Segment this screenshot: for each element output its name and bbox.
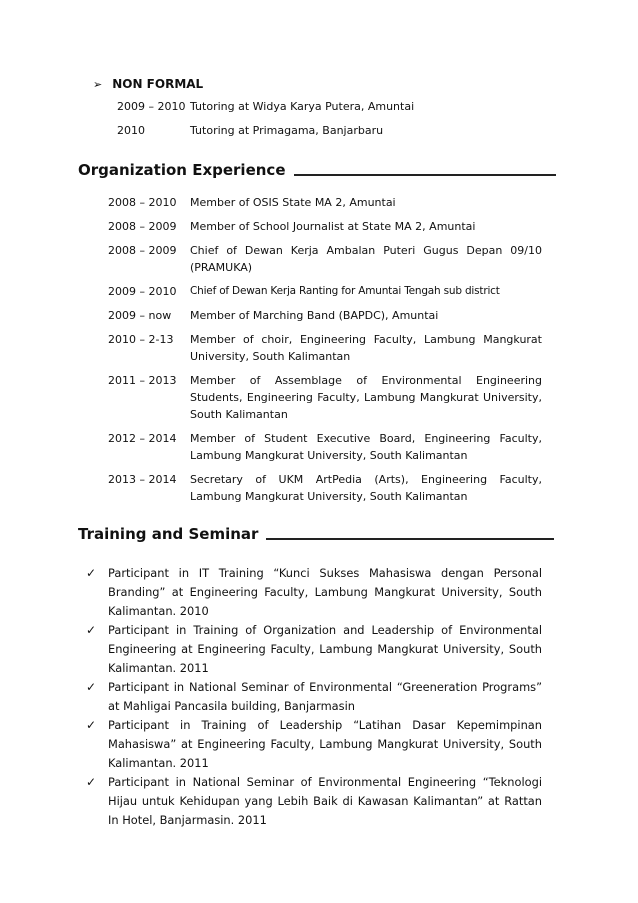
- organization-row: [108, 218, 542, 235]
- training-list: [86, 564, 542, 830]
- checkmark-icon: ✓: [86, 566, 97, 580]
- organization-row: [108, 372, 542, 423]
- training-item-text: Participant in IT Training “Kunci Sukses Mahasiswa dengan Personal Branding” at Engineering Faculty, Lambung Mangkurat University, South Kalimantan. 2010: [108, 566, 542, 618]
- checkmark-icon: ✓: [86, 680, 97, 694]
- non-formal-item: [117, 100, 414, 113]
- organization-desc: Member of Marching Band (BAPDC), Amuntai: [190, 309, 439, 322]
- organization-desc: Member of Assemblage of Environmental Engineering Students, Engineering Faculty, Lambung Mangkurat University, South Kalimantan: [190, 374, 542, 421]
- organization-year: 2008 – 2009: [108, 220, 177, 233]
- non-formal-year: 2009 – 2010: [117, 100, 186, 113]
- organization-year: 2011 – 2013: [108, 374, 177, 387]
- organization-row: [108, 242, 542, 276]
- organization-year: 2008 – 2009: [108, 244, 177, 257]
- section-rule: [266, 538, 554, 540]
- non-formal-heading-label: NON FORMAL: [112, 77, 204, 91]
- training-item-text: Participant in National Seminar of Environmental “Greeneration Programs” at Mahligai Pancasila building, Banjarmasin: [108, 680, 542, 713]
- organization-desc: Secretary of UKM ArtPedia (Arts), Engineering Faculty, Lambung Mangkurat University, South Kalimantan: [190, 473, 542, 503]
- training-item: [86, 621, 542, 678]
- training-item: [86, 564, 542, 621]
- section-rule: [294, 174, 556, 176]
- organization-year: 2009 – 2010: [108, 285, 177, 298]
- training-item: [86, 716, 542, 773]
- organization-row: [108, 471, 542, 505]
- non-formal-heading: [93, 77, 203, 91]
- organization-row: [108, 430, 542, 464]
- organization-desc: Member of choir, Engineering Faculty, Lambung Mangkurat University, South Kalimantan: [190, 333, 542, 363]
- organization-year: 2010 – 2-13: [108, 333, 174, 346]
- organization-row: [108, 194, 542, 211]
- checkmark-icon: ✓: [86, 718, 97, 732]
- organization-desc: Member of Student Executive Board, Engineering Faculty, Lambung Mangkurat University, South Kalimantan: [190, 432, 542, 462]
- non-formal-year: 2010: [117, 124, 145, 137]
- organization-year: 2008 – 2010: [108, 196, 177, 209]
- training-title: Training and Seminar: [78, 525, 259, 543]
- checkmark-icon: ✓: [86, 623, 97, 637]
- non-formal-item: [117, 124, 383, 137]
- organization-desc: Member of OSIS State MA 2, Amuntai: [190, 196, 396, 209]
- organization-title: Organization Experience: [78, 161, 286, 179]
- training-section-title: [78, 525, 554, 543]
- arrow-bullet-icon: ➢: [93, 77, 103, 91]
- training-item: [86, 773, 542, 830]
- training-item-text: Participant in Training of Organization and Leadership of Environmental Engineering at Engineering Faculty, Lambung Mangkurat University, South Kalimantan. 2011: [108, 623, 542, 675]
- organization-row: [108, 307, 542, 324]
- organization-desc: Chief of Dewan Kerja Ranting for Amuntai Tengah sub district: [190, 285, 500, 297]
- organization-row: [108, 283, 542, 300]
- checkmark-icon: ✓: [86, 775, 97, 789]
- non-formal-desc: Tutoring at Primagama, Banjarbaru: [190, 124, 384, 137]
- organization-list: [108, 194, 542, 512]
- organization-year: 2012 – 2014: [108, 432, 177, 445]
- non-formal-desc: Tutoring at Widya Karya Putera, Amuntai: [190, 100, 415, 113]
- training-item: [86, 678, 542, 716]
- organization-section-title: [78, 161, 556, 179]
- organization-row: [108, 331, 542, 365]
- organization-desc: Chief of Dewan Kerja Ambalan Puteri Gugus Depan 09/10 (PRAMUKA): [190, 244, 542, 274]
- training-item-text: Participant in National Seminar of Environmental Engineering “Teknologi Hijau untuk Kehidupan yang Lebih Baik di Kawasan Kalimantan” at Rattan In Hotel, Banjarmasin. 2011: [108, 775, 542, 827]
- organization-year: 2013 – 2014: [108, 473, 177, 486]
- organization-year: 2009 – now: [108, 309, 172, 322]
- training-item-text: Participant in Training of Leadership “Latihan Dasar Kepemimpinan Mahasiswa” at Engineering Faculty, Lambung Mangkurat University, South Kalimantan. 2011: [108, 718, 542, 770]
- organization-desc: Member of School Journalist at State MA 2, Amuntai: [190, 220, 476, 233]
